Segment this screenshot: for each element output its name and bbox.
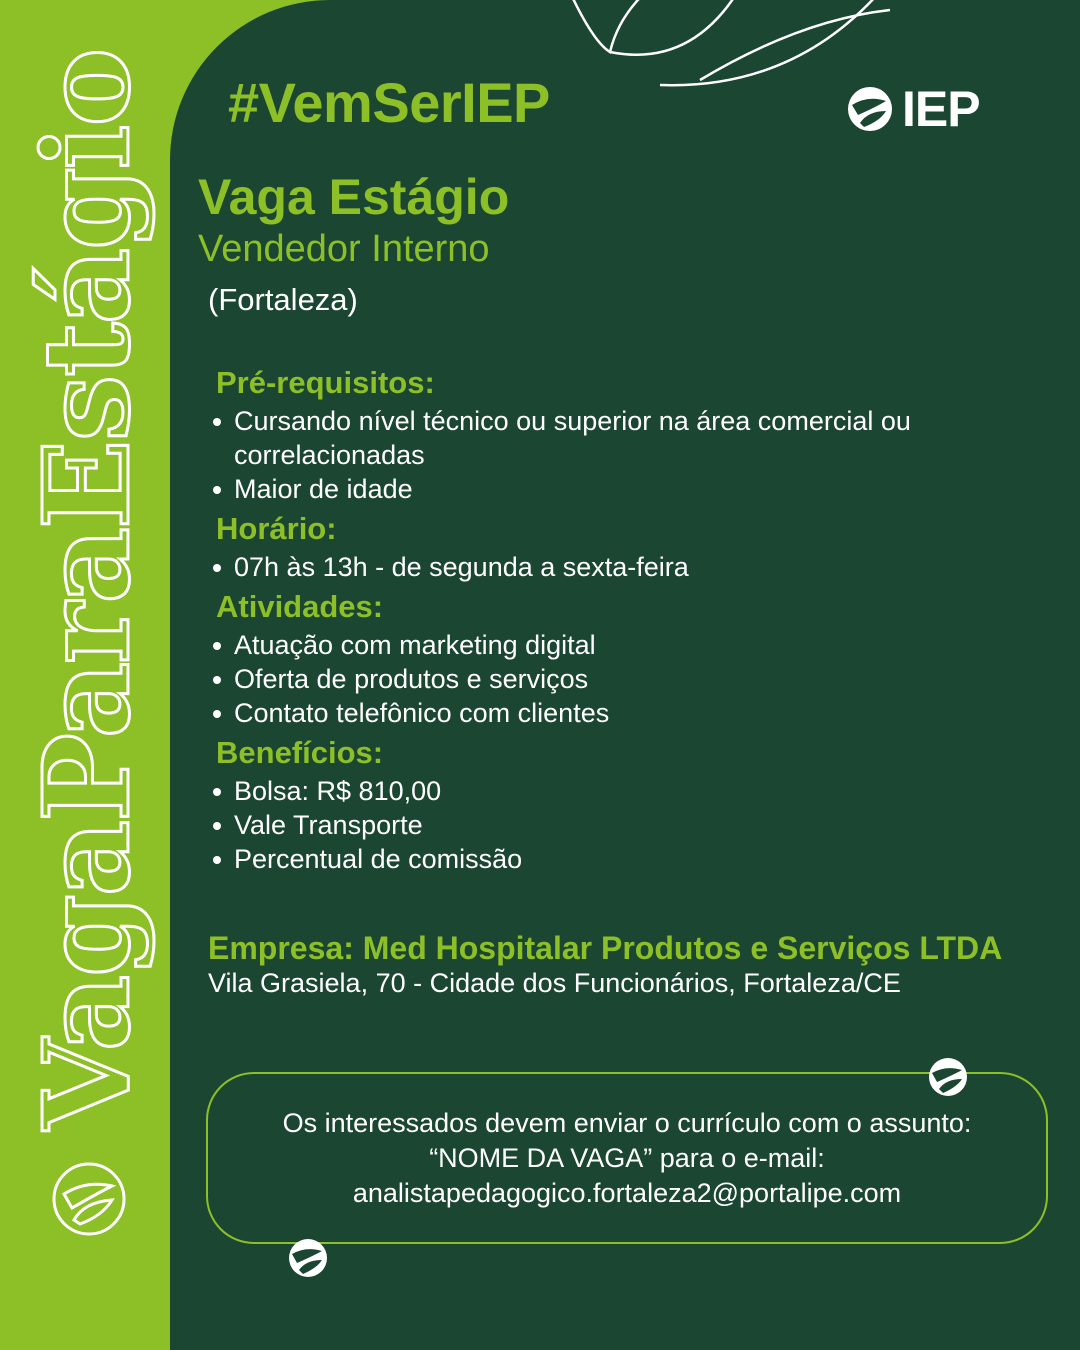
contact-line-2: “NOME DA VAGA” para o e-mail: <box>429 1142 825 1173</box>
contact-line-1: Os interessados devem enviar o currículo com o assunto: <box>282 1107 972 1138</box>
activities-section <box>208 588 1048 730</box>
iep-emblem-icon <box>927 1056 969 1098</box>
activities-list <box>208 628 1048 730</box>
section-heading: Atividades: <box>216 589 384 624</box>
job-role: Vendedor Interno <box>198 228 490 270</box>
schedule-list <box>208 550 1048 584</box>
contact-box <box>206 1072 1048 1244</box>
section-heading: Horário: <box>216 511 337 546</box>
list-item: Atuação com marketing digital <box>208 628 1048 662</box>
side-banner-text: VagaParaEstágio <box>17 49 156 1130</box>
content-panel <box>170 0 1080 1350</box>
company-address: Vila Grasiela, 70 - Cidade dos Funcionários, Fortaleza/CE <box>208 968 901 998</box>
list-item: Vale Transporte <box>208 808 1048 842</box>
benefits-list <box>208 774 1048 876</box>
hashtag-title: #VemSerIEP <box>228 71 550 134</box>
iep-logo-text: IEP <box>902 81 980 137</box>
requirements-section <box>208 364 1048 506</box>
iep-emblem-icon <box>846 85 894 133</box>
list-item: Percentual de comissão <box>208 842 1048 876</box>
leaf-decoration-icon <box>550 0 1070 110</box>
job-title: Vaga Estágio <box>198 169 510 225</box>
section-heading: Benefícios: <box>216 735 384 770</box>
schedule-section <box>208 510 1048 584</box>
benefits-section <box>208 734 1048 876</box>
section-heading: Pré-requisitos: <box>216 365 435 400</box>
requirements-list <box>208 404 1048 506</box>
iep-logo <box>846 80 980 138</box>
list-item: Oferta de produtos e serviços <box>208 662 1048 696</box>
iep-emblem-icon <box>50 1160 128 1243</box>
job-city: (Fortaleza) <box>208 282 358 317</box>
contact-email-link[interactable]: analistapedagogico.fortaleza2@portalipe.com <box>352 1177 902 1208</box>
list-item: Bolsa: R$ 810,00 <box>208 774 1048 808</box>
company-name: Empresa: Med Hospitalar Produtos e Serviços LTDA <box>208 930 1003 966</box>
job-details <box>208 364 1048 880</box>
list-item: Contato telefônico com clientes <box>208 696 1048 730</box>
list-item: 07h às 13h - de segunda a sexta-feira <box>208 550 1048 584</box>
iep-emblem-icon <box>287 1237 329 1279</box>
list-item: Maior de idade <box>208 472 1048 506</box>
list-item: Cursando nível técnico ou superior na área comercial ou correlacionadas <box>208 404 994 472</box>
